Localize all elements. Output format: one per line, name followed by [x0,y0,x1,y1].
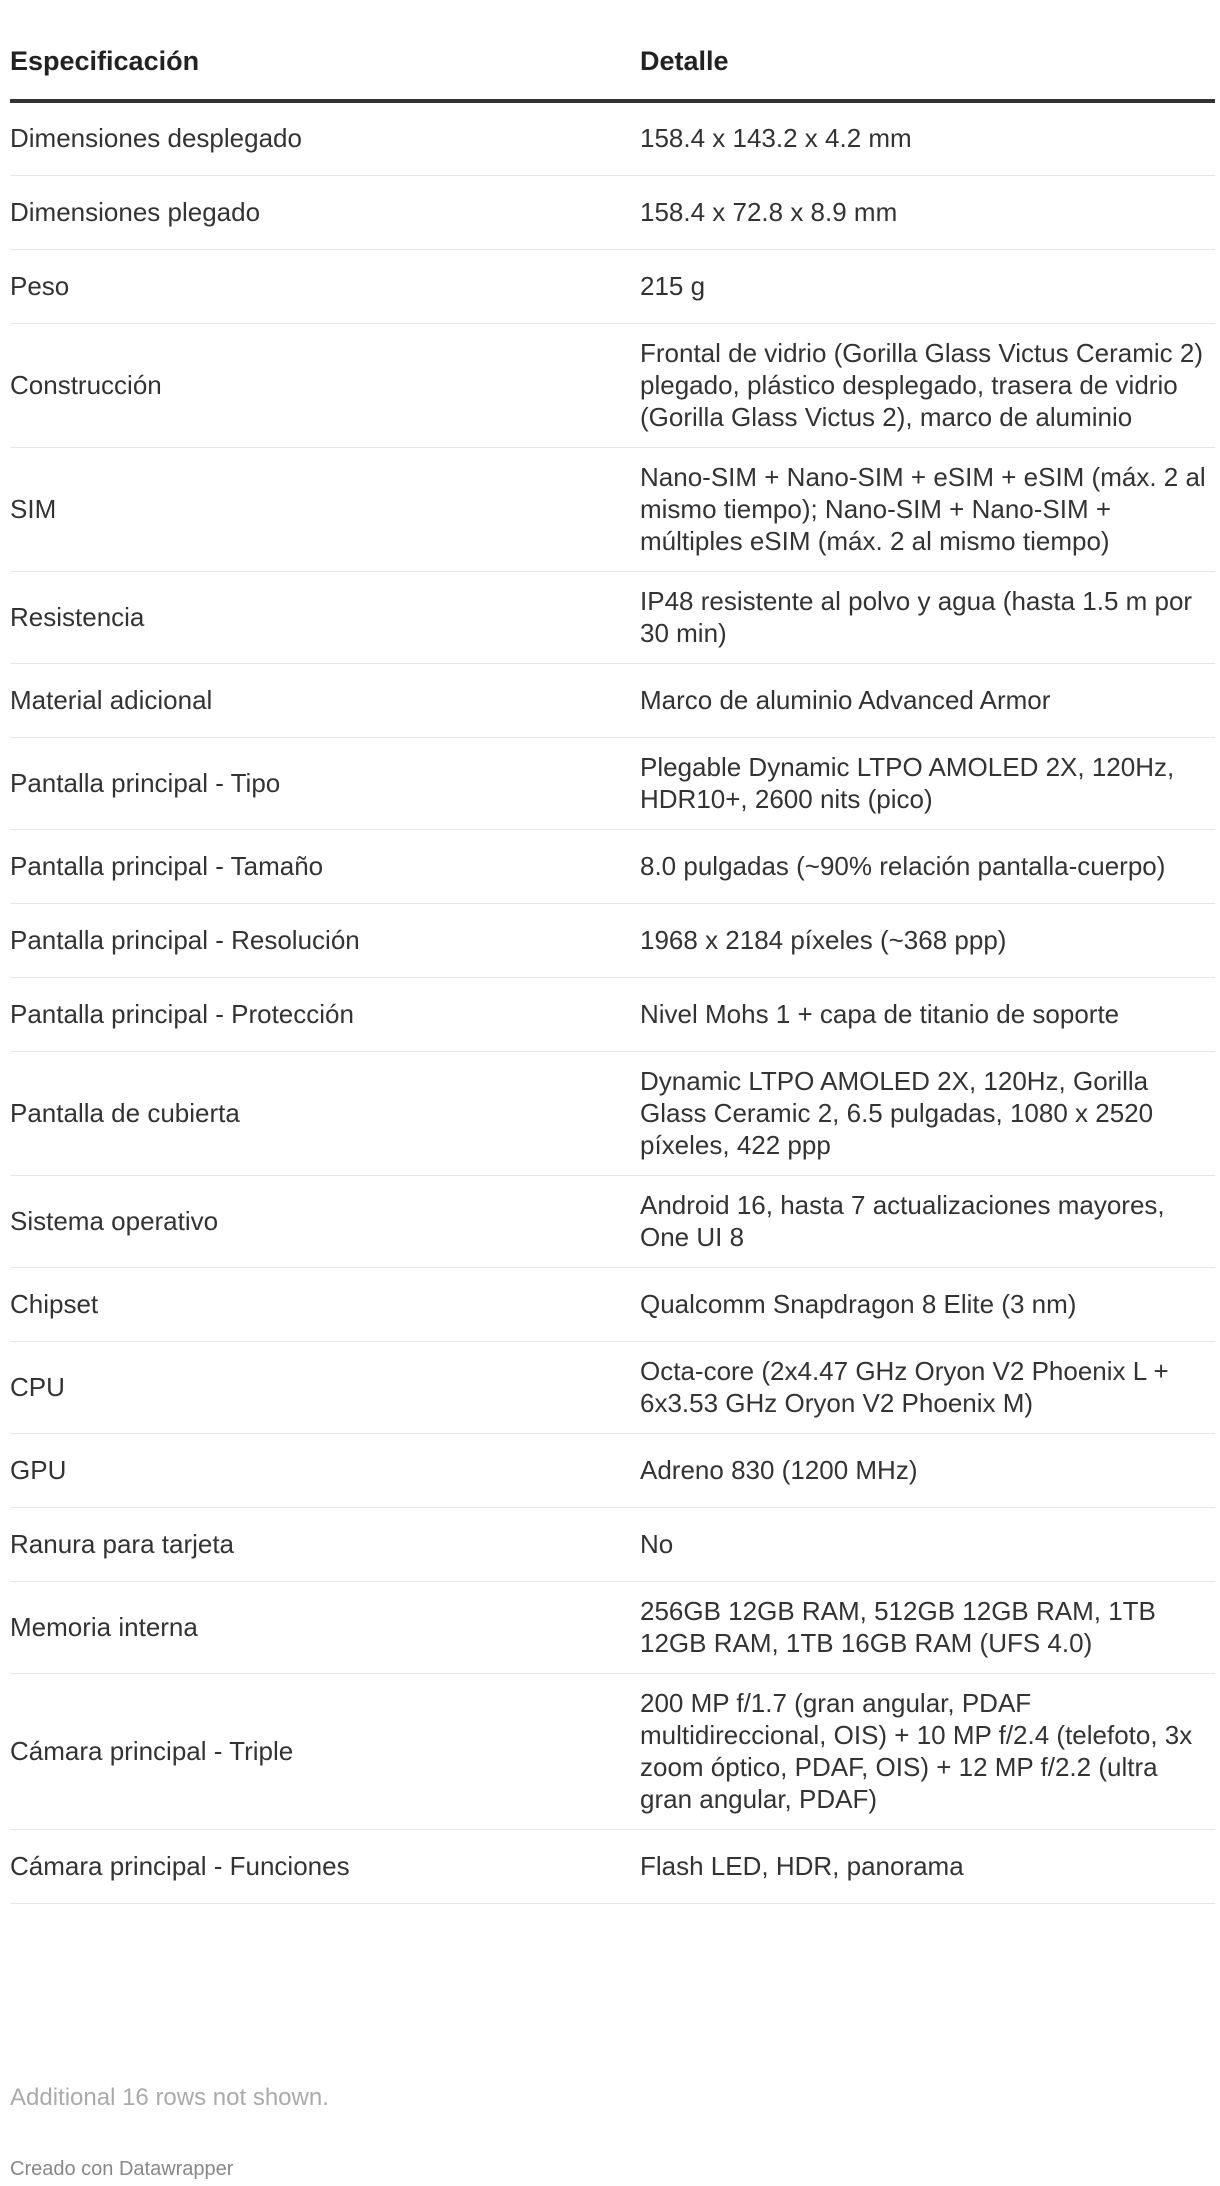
table-row [10,1829,1215,1903]
spec-detail-cell: Flash LED, HDR, panorama [640,1829,1215,1903]
datawrapper-credit: Creado con Datawrapper [10,2158,234,2180]
table-row [10,903,1215,977]
spec-name-cell: Construcción [10,323,640,447]
spec-detail-cell: Adreno 830 (1200 MHz) [640,1433,1215,1507]
spec-name-cell: Peso [10,249,640,323]
table-row [10,1175,1215,1267]
table-row [10,249,1215,323]
spec-name-cell: Pantalla principal - Tipo [10,737,640,829]
table-row [10,571,1215,663]
spec-name-cell: Dimensiones desplegado [10,101,640,175]
spec-name-cell: Sistema operativo [10,1175,640,1267]
column-header-especificacion[interactable]: Especificación [10,24,640,101]
spec-detail-cell: Plegable Dynamic LTPO AMOLED 2X, 120Hz, HDR10+, 2600 nits (pico) [640,737,1215,829]
table-row [10,1267,1215,1341]
spec-detail-cell: No [640,1507,1215,1581]
table-row [10,829,1215,903]
spec-detail-cell: Nano-SIM + Nano-SIM + eSIM + eSIM (máx. 2 al mismo tiempo); Nano-SIM + Nano-SIM + múltiples eSIM (máx. 2 al mismo tiempo) [640,447,1215,571]
spec-name-cell: Chipset [10,1267,640,1341]
spec-name-cell: Pantalla principal - Protección [10,977,640,1051]
spec-name-cell: Pantalla de cubierta [10,1051,640,1175]
table-row [10,1673,1215,1829]
spec-name-cell: SIM [10,447,640,571]
rows-not-shown-note: Additional 16 rows not shown. [10,2084,329,2111]
table-body [10,101,1215,1903]
spec-name-cell: GPU [10,1433,640,1507]
table-row [10,1507,1215,1581]
spec-name-cell: Ranura para tarjeta [10,1507,640,1581]
table-row [10,737,1215,829]
table-row [10,447,1215,571]
table-row [10,1341,1215,1433]
table-row [10,977,1215,1051]
column-header-detalle[interactable]: Detalle [640,24,1215,101]
spec-name-cell: Cámara principal - Funciones [10,1829,640,1903]
spec-detail-cell: Dynamic LTPO AMOLED 2X, 120Hz, Gorilla Glass Ceramic 2, 6.5 pulgadas, 1080 x 2520 píxeles, 422 ppp [640,1051,1215,1175]
spec-detail-cell: 1968 x 2184 píxeles (~368 ppp) [640,903,1215,977]
table-row [10,323,1215,447]
spec-name-cell: Dimensiones plegado [10,175,640,249]
spec-detail-cell: 158.4 x 143.2 x 4.2 mm [640,101,1215,175]
table-row [10,101,1215,175]
table-row [10,663,1215,737]
table-row [10,175,1215,249]
spec-detail-cell: 215 g [640,249,1215,323]
spec-detail-cell: 8.0 pulgadas (~90% relación pantalla-cuerpo) [640,829,1215,903]
table-row [10,1051,1215,1175]
spec-detail-cell: IP48 resistente al polvo y agua (hasta 1.5 m por 30 min) [640,571,1215,663]
table-row [10,1433,1215,1507]
spec-name-cell: CPU [10,1341,640,1433]
spec-detail-cell: Octa-core (2x4.47 GHz Oryon V2 Phoenix L + 6x3.53 GHz Oryon V2 Phoenix M) [640,1341,1215,1433]
spec-detail-cell: 256GB 12GB RAM, 512GB 12GB RAM, 1TB 12GB RAM, 1TB 16GB RAM (UFS 4.0) [640,1581,1215,1673]
spec-name-cell: Pantalla principal - Tamaño [10,829,640,903]
spec-detail-cell: 158.4 x 72.8 x 8.9 mm [640,175,1215,249]
spec-detail-cell: Marco de aluminio Advanced Armor [640,663,1215,737]
spec-name-cell: Memoria interna [10,1581,640,1673]
spec-detail-cell: Qualcomm Snapdragon 8 Elite (3 nm) [640,1267,1215,1341]
spec-detail-cell: Nivel Mohs 1 + capa de titanio de soporte [640,977,1215,1051]
spec-name-cell: Pantalla principal - Resolución [10,903,640,977]
spec-name-cell: Material adicional [10,663,640,737]
spec-table [10,24,1215,1904]
spec-detail-cell: Frontal de vidrio (Gorilla Glass Victus Ceramic 2) plegado, plástico desplegado, trasera de vidrio (Gorilla Glass Victus 2), marco de aluminio [640,323,1215,447]
spec-name-cell: Cámara principal - Triple [10,1673,640,1829]
spec-detail-cell: 200 MP f/1.7 (gran angular, PDAF multidireccional, OIS) + 10 MP f/2.4 (telefoto, 3x zoom óptico, PDAF, OIS) + 12 MP f/2.2 (ultra gran angular, PDAF) [640,1673,1215,1829]
table-row [10,1581,1215,1673]
spec-name-cell: Resistencia [10,571,640,663]
table-header-row [10,24,1215,101]
spec-detail-cell: Android 16, hasta 7 actualizaciones mayores, One UI 8 [640,1175,1215,1267]
